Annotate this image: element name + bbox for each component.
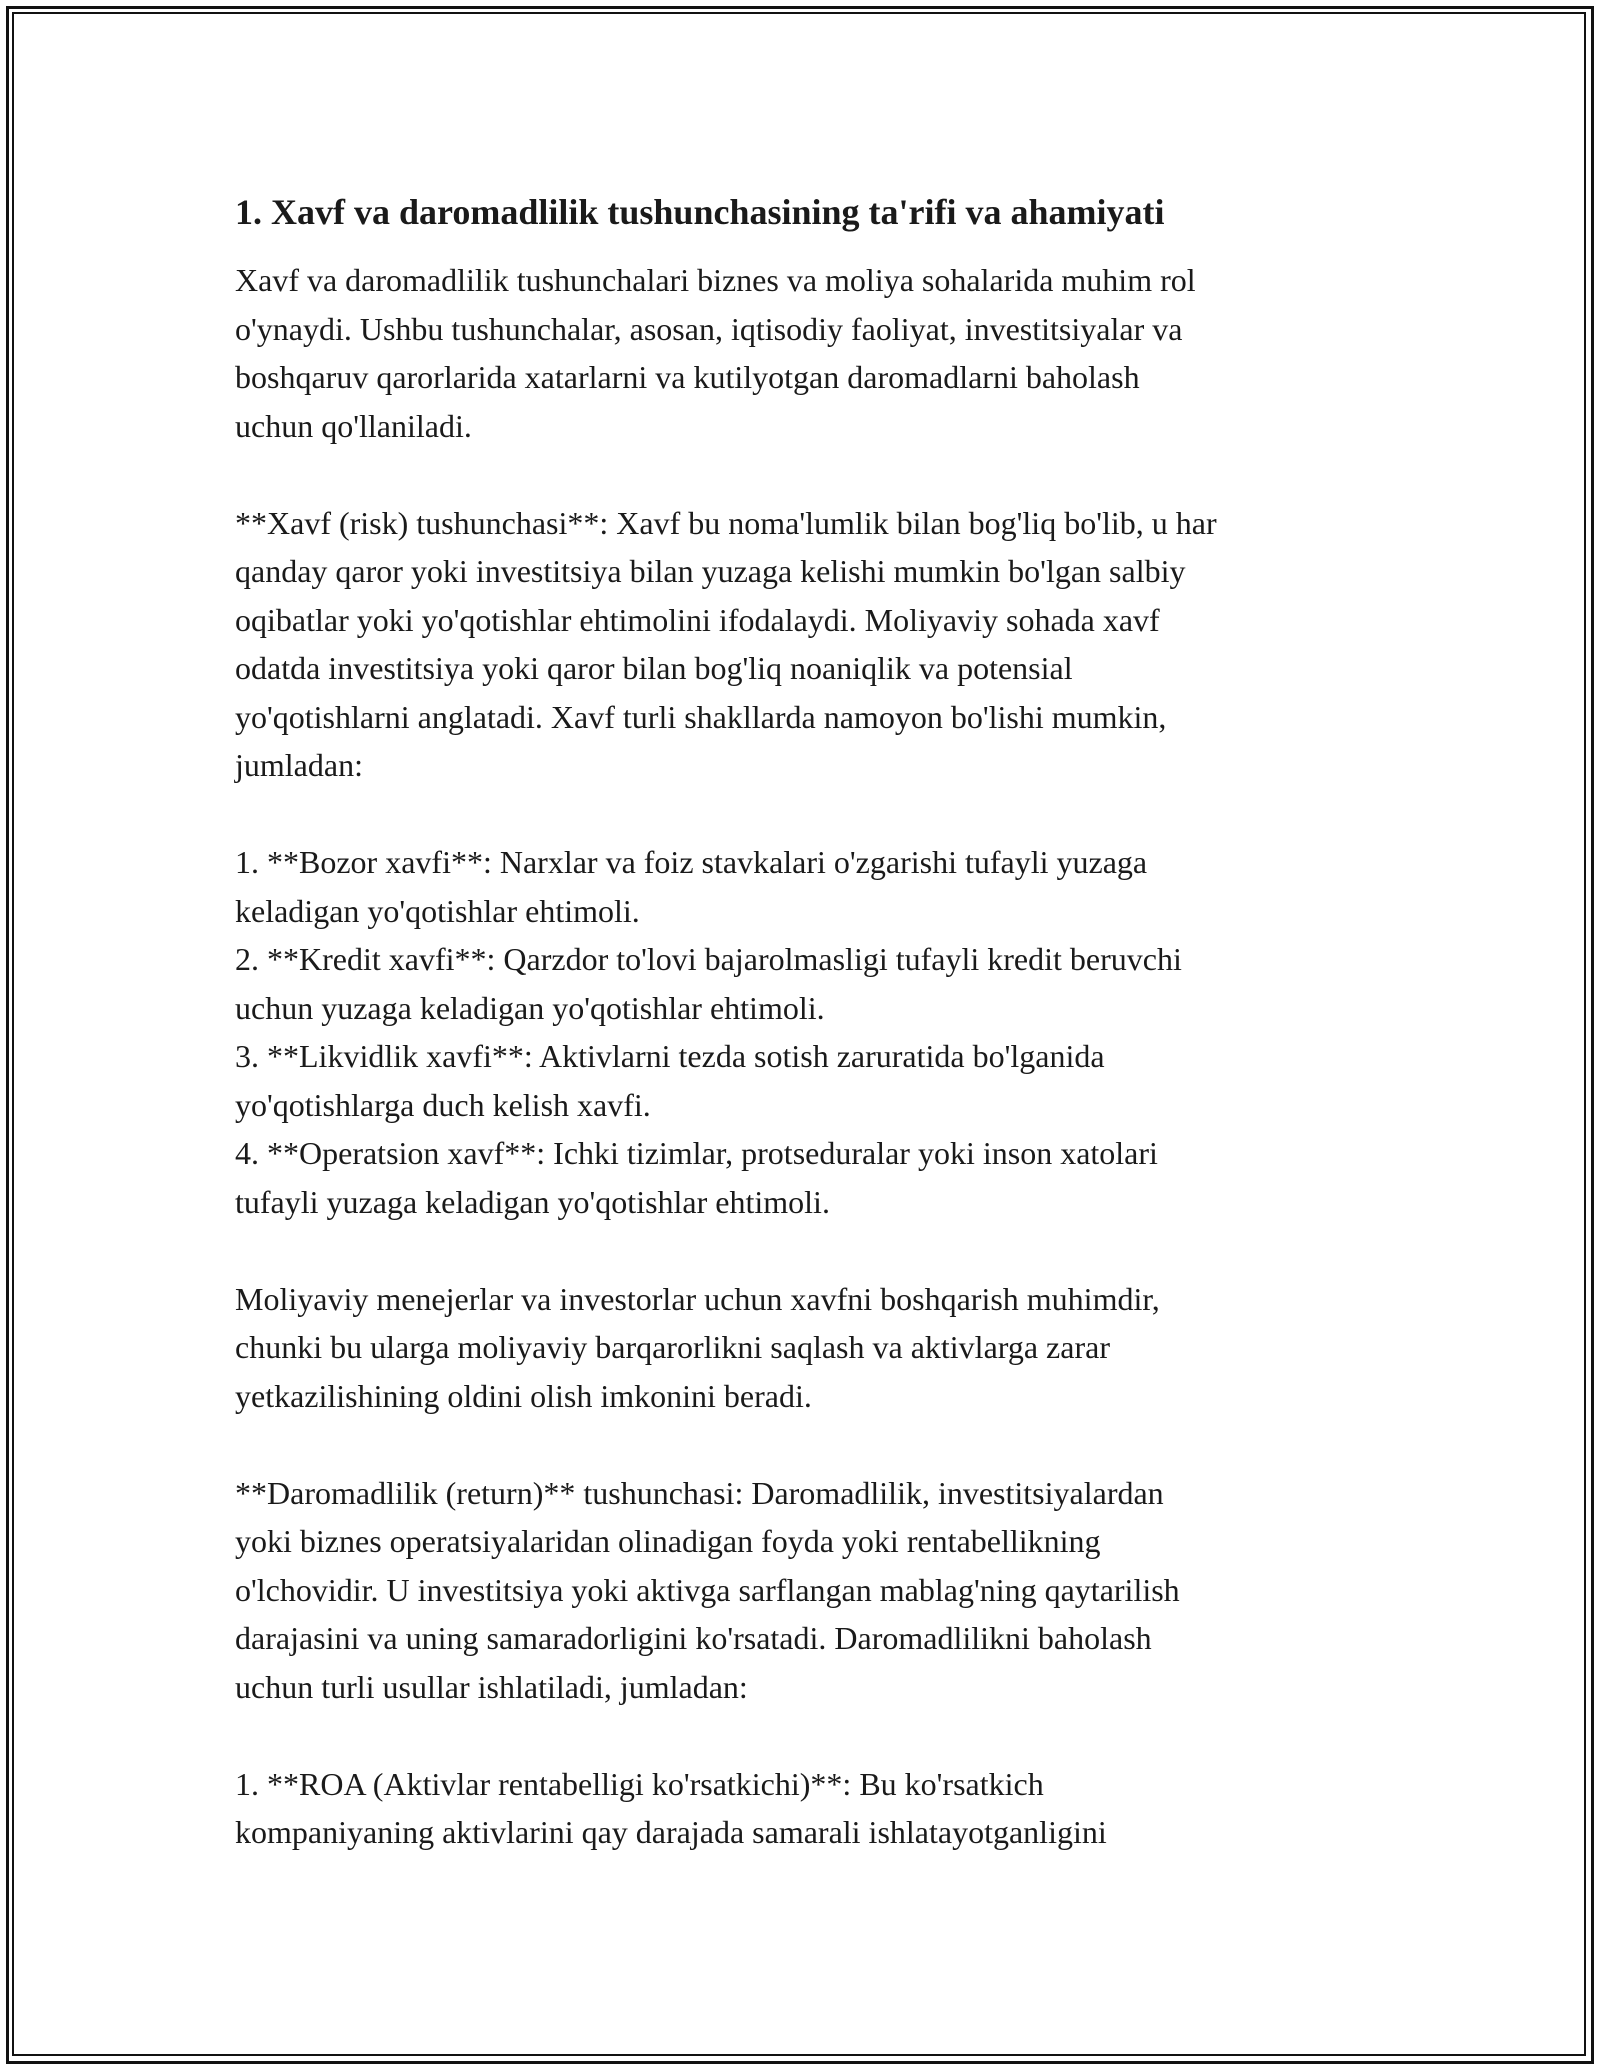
paragraph-risk-definition: [235, 499, 1385, 790]
list-item-line: 2. **Kredit xavfi**: Qarzdor to'lovi bajarolmasligi tufayli kredit beruvchi: [235, 941, 1182, 977]
document-body: [235, 188, 1385, 1857]
text-line: yo'qotishlarni anglatadi. Xavf turli shakllarda namoyon bo'lishi mumkin,: [235, 698, 1167, 735]
text-line: o'ynaydi. Ushbu tushunchalar, asosan, iqtisodiy faoliyat, investitsiyalar va: [235, 310, 1183, 347]
text-line: Moliyaviy menejerlar va investorlar uchun xavfni boshqarish muhimdir,: [235, 1280, 1160, 1317]
document-title: 1. Xavf va daromadlilik tushunchasining ta'rifi va ahamiyati: [235, 192, 1165, 232]
list-item-line: 1. **ROA (Aktivlar rentabelligi ko'rsatkichi)**: Bu ko'rsatkich: [235, 1765, 1044, 1802]
text-line: odatda investitsiya yoki qaror bilan bog'liq noaniqlik va potensial: [235, 650, 1073, 686]
paragraph-spacer: [235, 450, 1385, 499]
text-line: oqibatlar yoki yo'qotishlar ehtimolini ifodalaydi. Moliyaviy sohada xavf: [235, 601, 1160, 638]
text-line: jumladan:: [235, 747, 363, 783]
list-item-line: 1. **Bozor xavfi**: Narxlar va foiz stavkalari o'zgarishi tufayli yuzaga: [235, 844, 1148, 880]
list-item-line: 4. **Operatsion xavf**: Ichki tizimlar, protseduralar yoki inson xatolari: [235, 1135, 1158, 1171]
text-line: Xavf va daromadlilik tushunchalari biznes va moliya sohalarida muhim rol: [235, 262, 1196, 298]
text-line: yetkazilishining oldini olish imkonini beradi.: [235, 1377, 812, 1414]
text-line: **Xavf (risk) tushunchasi**: Xavf bu noma'lumlik bilan bog'liq bo'lib, u har: [235, 504, 1217, 541]
list-item-line: tufayli yuzaga keladigan yo'qotishlar ehtimoli.: [235, 1183, 830, 1220]
list-item-line: 3. **Likvidlik xavfi**: Aktivlarni tezda sotish zaruratida bo'lganida: [235, 1038, 1105, 1074]
paragraph-return-definition: [235, 1469, 1385, 1712]
text-line: uchun turli usullar ishlatiladi, jumladan:: [235, 1668, 748, 1705]
text-line: o'lchovidir. U investitsiya yoki aktivga sarflangan mablag'ning qaytarilish: [235, 1571, 1180, 1608]
list-item-line: uchun yuzaga keladigan yo'qotishlar ehtimoli.: [235, 989, 825, 1026]
list-item-line: kompaniyaning aktivlarini qay darajada samarali ishlatayotganligini: [235, 1814, 1107, 1850]
text-line: chunki bu ularga moliyaviy barqarorlikni saqlash va aktivlarga zarar: [235, 1329, 1110, 1365]
text-line: uchun qo'llaniladi.: [235, 407, 472, 444]
text-line: darajasini va uning samaradorligini ko'rsatadi. Daromadlilikni baholash: [235, 1620, 1152, 1656]
list-item-line: yo'qotishlarga duch kelish xavfi.: [235, 1086, 651, 1123]
paragraph-spacer: [235, 1420, 1385, 1469]
risk-types-list: [235, 838, 1385, 1226]
paragraph-intro: [235, 256, 1385, 450]
return-methods-list: [235, 1760, 1385, 1857]
paragraph-risk-management: [235, 1275, 1385, 1421]
paragraph-spacer: [235, 1711, 1385, 1760]
text-line: yoki biznes operatsiyalaridan olinadigan foyda yoki rentabellikning: [235, 1523, 1101, 1559]
paragraph-spacer: [235, 790, 1385, 839]
paragraph-spacer: [235, 1226, 1385, 1275]
text-line: **Daromadlilik (return)** tushunchasi: Daromadlilik, investitsiyalardan: [235, 1474, 1164, 1511]
list-item-line: keladigan yo'qotishlar ehtimoli.: [235, 892, 640, 929]
text-line: boshqaruv qarorlarida xatarlarni va kutilyotgan daromadlarni baholash: [235, 359, 1140, 395]
text-line: qanday qaror yoki investitsiya bilan yuzaga kelishi mumkin bo'lgan salbiy: [235, 553, 1186, 589]
